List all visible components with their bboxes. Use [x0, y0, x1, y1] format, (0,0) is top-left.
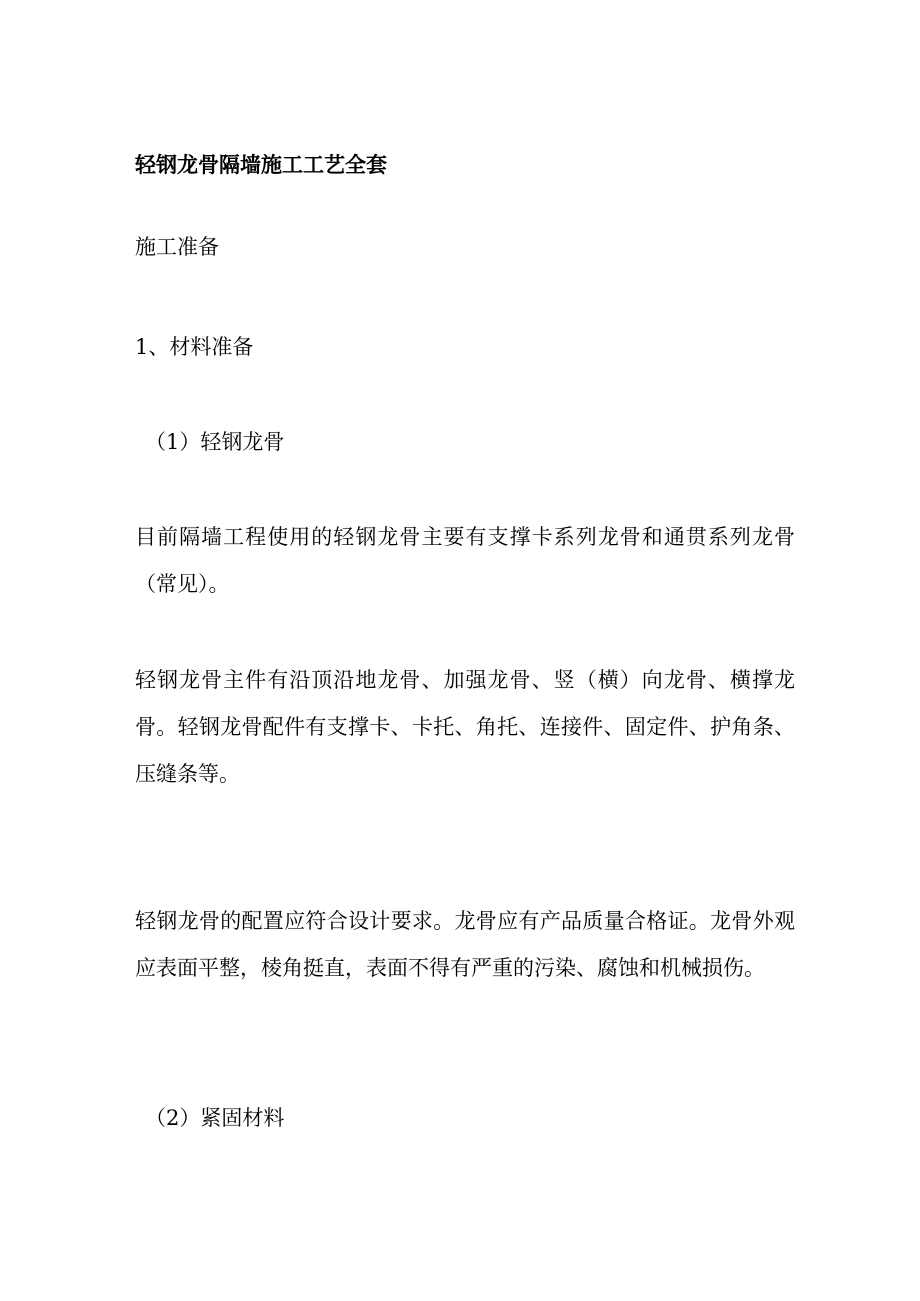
section-heading: 施工准备 [135, 235, 219, 259]
document-title: 轻钢龙骨隔墙施工工艺全套 [135, 152, 387, 177]
item-heading-1: （1）轻钢龙骨 [145, 430, 285, 454]
paragraph-1: 目前隔墙工程使用的轻钢龙骨主要有支撑卡系列龙骨和通贯系列龙骨（常见）。 [135, 525, 795, 596]
paragraph-3: 轻钢龙骨的配置应符合设计要求。龙骨应有产品质量合格证。龙骨外观应表面平整，棱角挺直，表面不得有严重的污染、腐蚀和机械损伤。 [135, 909, 795, 980]
item-heading-2: （2）紧固材料 [145, 1106, 285, 1130]
paragraph-2: 轻钢龙骨主件有沿顶沿地龙骨、加强龙骨、竖（横）向龙骨、横撑龙骨。轻钢龙骨配件有支撑卡、卡托、角托、连接件、固定件、护角条、压缝条等。 [135, 668, 795, 786]
subsection-heading: 1、材料准备 [135, 335, 254, 359]
